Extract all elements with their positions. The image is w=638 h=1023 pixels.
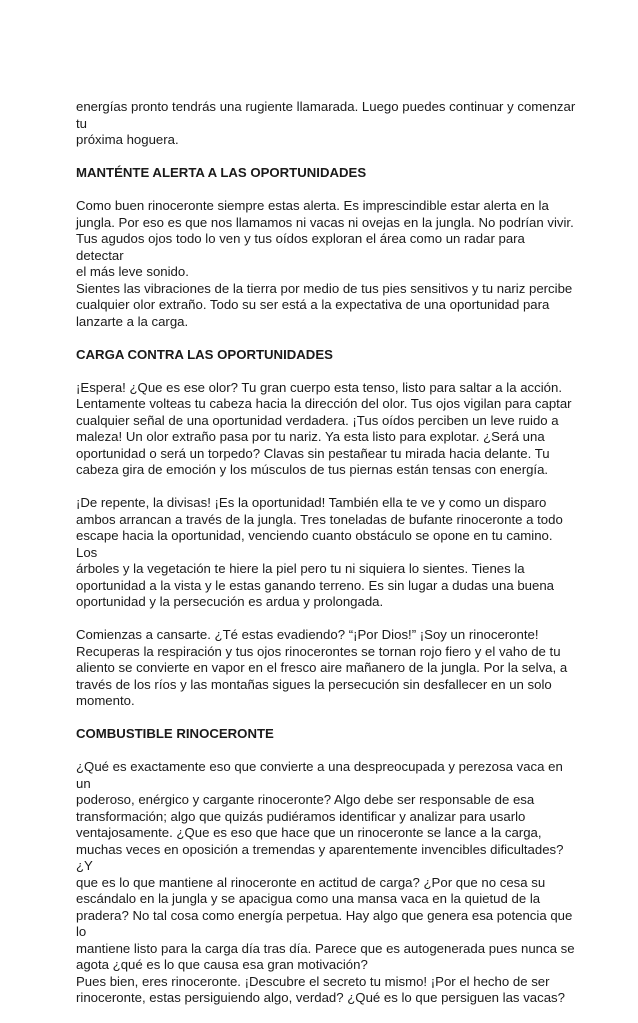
heading-alerta: MANTÉNTE ALERTA A LAS OPORTUNIDADES <box>76 165 367 180</box>
paragraph-combustible-2: Pues bien, eres rinoceronte. ¡Descubre el secreto tu mismo! ¡Por el hecho de ser rinoceronte, estas persiguiendo algo, verdad? ¿Qué es lo que persiguen las vacas? <box>76 973 565 1005</box>
heading-combustible: COMBUSTIBLE RINOCERONTE <box>76 726 274 741</box>
paragraph-combustible-1: ¿Qué es exactamente eso que convierte a una despreocupada y perezosa vaca en un poderoso, enérgico y cargante rinoceronte? Algo debe ser responsable de esa transformación; algo que quizás pudiéramos identificar y analizar para usarlo ventajosamente. ¿Que es eso que hace que un rinoceronte se lance a la carga, muchas veces en oposición a tremendas y aparentemente invencibles dificultades? ¿Y que es lo que mantiene al rinoceronte en actitud de carga? ¿Por que no cesa su escándalo en la jungla y se apacigua como una mansa vaca en la quietud de la pradera? No tal cosa como energía perpetua. Hay algo que genera esa potencia que lo mantiene listo para la carga día tras día. Parece que es autogenerada pues nunca se agota ¿qué es lo que causa esa gran motivación? <box>76 759 575 972</box>
paragraph-carga-1: ¡Espera! ¿Que es ese olor? Tu gran cuerpo esta tenso, listo para saltar a la acción. Lentamente volteas tu cabeza hacia la dirección del olor. Tus ojos vigilan para captar cualquier señal de una oportunidad verdadera. ¡Tus oídos perciben un leve ruido a maleza! Un olor extraño pasa por tu nariz. Ya esta listo para explotar. ¿Será una oportunidad o será un torpedo? Clavas sin pestañear tu mirada hacia delante. Tu cabeza gira de emoción y los músculos de tus piernas están tensas con energía. <box>76 379 572 477</box>
paragraph-alerta-1: Como buen rinoceronte siempre estas alerta. Es imprescindible estar alerta en la jungla. Por eso es que nos llamamos ni vacas ni ovejas en la jungla. No podrían vivir. Tus agudos ojos todo lo ven y tus oídos exploran el área como un radar para detectar el más leve sonido. <box>76 198 574 279</box>
paragraph-carga-3: Comienzas a cansarte. ¿Té estas evadiendo? “¡Por Dios!” ¡Soy un rinoceronte! Recuperas la respiración y tus ojos rinocerontes se tornan rojo fiero y el vaho de tu aliento se convierte en vapor en el fresco aire mañanero de la jungla. Por la selva, a través de los ríos y las montañas sigues la persecución sin desfallecer en un solo momento. <box>76 627 568 708</box>
heading-carga: CARGA CONTRA LAS OPORTUNIDADES <box>76 346 333 362</box>
paragraph-continuation: energías pronto tendrás una rugiente llamarada. Luego puedes continuar y comenzar tu próxima hoguera. <box>76 99 576 147</box>
document-page <box>76 99 576 1023</box>
paragraph-carga-2: ¡De repente, la divisas! ¡Es la oportunidad! También ella te ve y como un disparo ambos arrancan a través de la jungla. Tres toneladas de bufante rinoceronte a todo escape hacia la oportunidad, venciendo cuanto obstáculo se opone en tu camino. Los árboles y la vegetación te hiere la piel pero tu ni siquiera lo sientes. Tienes la oportunidad a la vista y le estas ganando terreno. Es sin lugar a dudas una buena oportunidad y la persecución es ardua y prolongada. <box>76 495 563 609</box>
paragraph-alerta-2: Sientes las vibraciones de la tierra por medio de tus pies sensitivos y tu nariz percibe cualquier olor extraño. Todo su ser está a la expectativa de una oportunidad para lanzarte a la carga. <box>76 280 573 329</box>
